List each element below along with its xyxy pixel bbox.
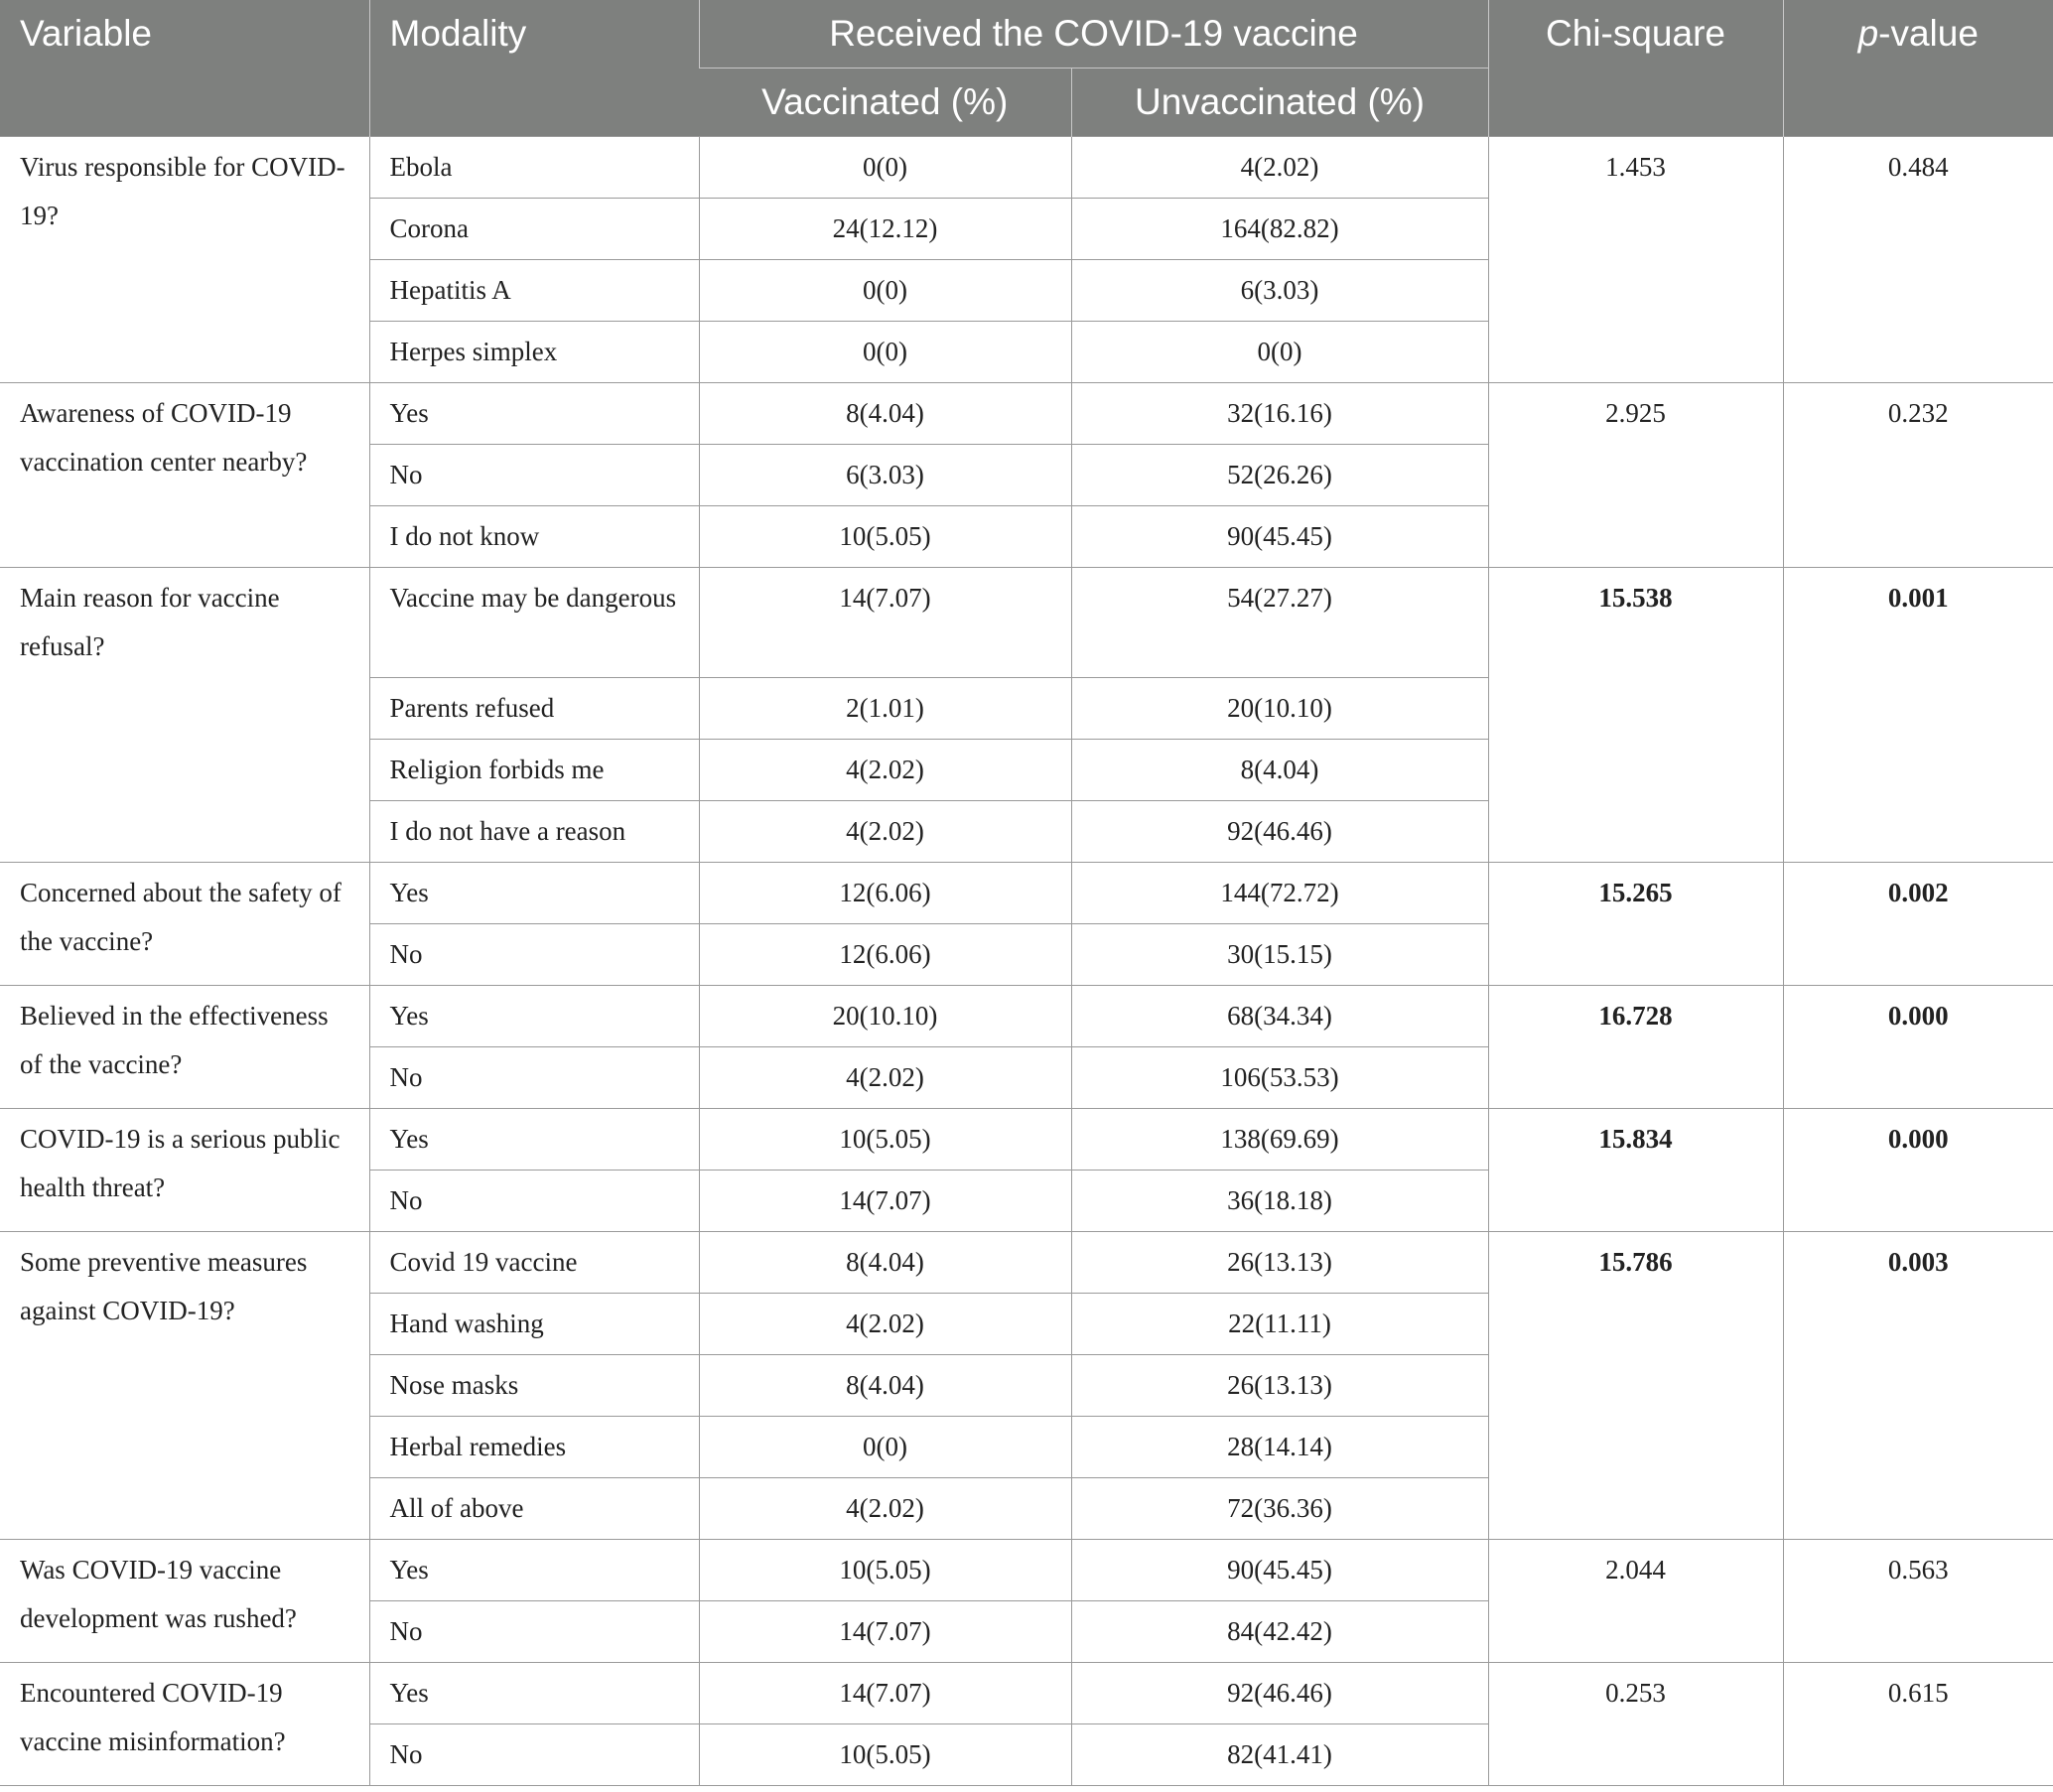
vaccinated-cell: 4(2.02) [699, 1047, 1071, 1109]
unvaccinated-cell: 138(69.69) [1071, 1109, 1488, 1171]
header-p-rest: -value [1878, 13, 1979, 54]
modality-cell: Hand washing [369, 1294, 699, 1355]
variable-cell: Was COVID-19 vaccine development was rushed? [0, 1540, 369, 1663]
vaccinated-cell: 10(5.05) [699, 1724, 1071, 1786]
header-p-italic: p [1857, 13, 1879, 54]
table-header [0, 0, 2053, 137]
modality-cell: No [369, 445, 699, 506]
modality-cell: Yes [369, 1109, 699, 1171]
vaccinated-cell: 10(5.05) [699, 1109, 1071, 1171]
vaccinated-cell: 4(2.02) [699, 1294, 1071, 1355]
table-row [0, 1540, 2053, 1601]
unvaccinated-cell: 20(10.10) [1071, 678, 1488, 740]
vaccinated-cell: 20(10.10) [699, 986, 1071, 1047]
modality-cell: Ebola [369, 137, 699, 199]
modality-cell: Religion forbids me [369, 740, 699, 801]
vaccinated-cell: 14(7.07) [699, 1601, 1071, 1663]
p-value-cell: 0.000 [1783, 986, 2053, 1109]
unvaccinated-cell: 72(36.36) [1071, 1478, 1488, 1540]
variable-cell: Awareness of COVID-19 vaccination center nearby? [0, 383, 369, 568]
vaccinated-cell: 8(4.04) [699, 1232, 1071, 1294]
table-body [0, 137, 2053, 1786]
variable-cell: Concerned about the safety of the vaccine? [0, 863, 369, 986]
vaccinated-cell: 14(7.07) [699, 1171, 1071, 1232]
header-p-value [1783, 0, 2053, 137]
unvaccinated-cell: 92(46.46) [1071, 801, 1488, 863]
table-row [0, 986, 2053, 1047]
unvaccinated-cell: 0(0) [1071, 322, 1488, 383]
p-value-cell: 0.484 [1783, 137, 2053, 383]
variable-cell: Virus responsible for COVID-19? [0, 137, 369, 383]
chi-square-cell: 15.265 [1488, 863, 1783, 986]
p-value-cell: 0.615 [1783, 1663, 2053, 1786]
unvaccinated-cell: 144(72.72) [1071, 863, 1488, 924]
unvaccinated-cell: 36(18.18) [1071, 1171, 1488, 1232]
unvaccinated-cell: 82(41.41) [1071, 1724, 1488, 1786]
header-variable: Variable [0, 0, 369, 137]
vaccinated-cell: 8(4.04) [699, 383, 1071, 445]
vaccinated-cell: 0(0) [699, 1417, 1071, 1478]
vaccinated-cell: 14(7.07) [699, 1663, 1071, 1724]
chi-square-cell: 2.925 [1488, 383, 1783, 568]
unvaccinated-cell: 68(34.34) [1071, 986, 1488, 1047]
vaccinated-cell: 4(2.02) [699, 1478, 1071, 1540]
modality-cell: All of above [369, 1478, 699, 1540]
variable-cell: COVID-19 is a serious public health threat? [0, 1109, 369, 1232]
modality-cell: Yes [369, 863, 699, 924]
vaccinated-cell: 14(7.07) [699, 568, 1071, 678]
unvaccinated-cell: 54(27.27) [1071, 568, 1488, 678]
vaccinated-cell: 4(2.02) [699, 740, 1071, 801]
modality-cell: Nose masks [369, 1355, 699, 1417]
unvaccinated-cell: 90(45.45) [1071, 506, 1488, 568]
variable-cell: Encountered COVID-19 vaccine misinformation? [0, 1663, 369, 1786]
chi-square-cell: 15.834 [1488, 1109, 1783, 1232]
chi-square-cell: 1.453 [1488, 137, 1783, 383]
header-chi-square: Chi-square [1488, 0, 1783, 137]
chi-square-cell: 2.044 [1488, 1540, 1783, 1663]
modality-cell: Vaccine may be dangerous [369, 568, 699, 678]
variable-cell: Believed in the effectiveness of the vaccine? [0, 986, 369, 1109]
header-vaccinated: Vaccinated (%) [699, 69, 1071, 137]
vaccinated-cell: 6(3.03) [699, 445, 1071, 506]
vaccinated-cell: 0(0) [699, 322, 1071, 383]
p-value-cell: 0.002 [1783, 863, 2053, 986]
unvaccinated-cell: 32(16.16) [1071, 383, 1488, 445]
vaccinated-cell: 12(6.06) [699, 863, 1071, 924]
unvaccinated-cell: 28(14.14) [1071, 1417, 1488, 1478]
modality-cell: No [369, 1171, 699, 1232]
table-row [0, 568, 2053, 678]
unvaccinated-cell: 26(13.13) [1071, 1355, 1488, 1417]
chi-square-cell: 15.538 [1488, 568, 1783, 863]
vaccinated-cell: 10(5.05) [699, 506, 1071, 568]
vaccinated-cell: 8(4.04) [699, 1355, 1071, 1417]
modality-cell: Yes [369, 1540, 699, 1601]
variable-cell: Some preventive measures against COVID-19? [0, 1232, 369, 1540]
vaccinated-cell: 4(2.02) [699, 801, 1071, 863]
unvaccinated-cell: 164(82.82) [1071, 199, 1488, 260]
vaccinated-cell: 24(12.12) [699, 199, 1071, 260]
modality-cell: Covid 19 vaccine [369, 1232, 699, 1294]
table-row [0, 383, 2053, 445]
vaccinated-cell: 2(1.01) [699, 678, 1071, 740]
p-value-cell: 0.003 [1783, 1232, 2053, 1540]
variable-cell: Main reason for vaccine refusal? [0, 568, 369, 863]
modality-cell: No [369, 924, 699, 986]
p-value-cell: 0.563 [1783, 1540, 2053, 1663]
unvaccinated-cell: 22(11.11) [1071, 1294, 1488, 1355]
table-row [0, 1109, 2053, 1171]
modality-cell: No [369, 1047, 699, 1109]
table-row [0, 1663, 2053, 1724]
modality-cell: No [369, 1601, 699, 1663]
vaccinated-cell: 0(0) [699, 137, 1071, 199]
unvaccinated-cell: 8(4.04) [1071, 740, 1488, 801]
unvaccinated-cell: 92(46.46) [1071, 1663, 1488, 1724]
header-received: Received the COVID-19 vaccine [699, 0, 1488, 69]
chi-square-cell: 16.728 [1488, 986, 1783, 1109]
modality-cell: Herbal remedies [369, 1417, 699, 1478]
vaccinated-cell: 10(5.05) [699, 1540, 1071, 1601]
chi-square-cell: 0.253 [1488, 1663, 1783, 1786]
p-value-cell: 0.232 [1783, 383, 2053, 568]
modality-cell: I do not know [369, 506, 699, 568]
table-row [0, 1232, 2053, 1294]
unvaccinated-cell: 106(53.53) [1071, 1047, 1488, 1109]
table-row [0, 137, 2053, 199]
unvaccinated-cell: 52(26.26) [1071, 445, 1488, 506]
unvaccinated-cell: 84(42.42) [1071, 1601, 1488, 1663]
modality-cell: I do not have a reason [369, 801, 699, 863]
modality-cell: Corona [369, 199, 699, 260]
chi-square-cell: 15.786 [1488, 1232, 1783, 1540]
p-value-cell: 0.000 [1783, 1109, 2053, 1232]
unvaccinated-cell: 4(2.02) [1071, 137, 1488, 199]
vaccinated-cell: 12(6.06) [699, 924, 1071, 986]
modality-cell: Yes [369, 383, 699, 445]
header-unvaccinated: Unvaccinated (%) [1071, 69, 1488, 137]
unvaccinated-cell: 90(45.45) [1071, 1540, 1488, 1601]
vaccinated-cell: 0(0) [699, 260, 1071, 322]
unvaccinated-cell: 26(13.13) [1071, 1232, 1488, 1294]
table-row [0, 863, 2053, 924]
modality-cell: Yes [369, 986, 699, 1047]
modality-cell: Herpes simplex [369, 322, 699, 383]
modality-cell: Hepatitis A [369, 260, 699, 322]
modality-cell: Yes [369, 1663, 699, 1724]
modality-cell: Parents refused [369, 678, 699, 740]
p-value-cell: 0.001 [1783, 568, 2053, 863]
header-modality: Modality [369, 0, 699, 137]
unvaccinated-cell: 6(3.03) [1071, 260, 1488, 322]
modality-cell: No [369, 1724, 699, 1786]
unvaccinated-cell: 30(15.15) [1071, 924, 1488, 986]
